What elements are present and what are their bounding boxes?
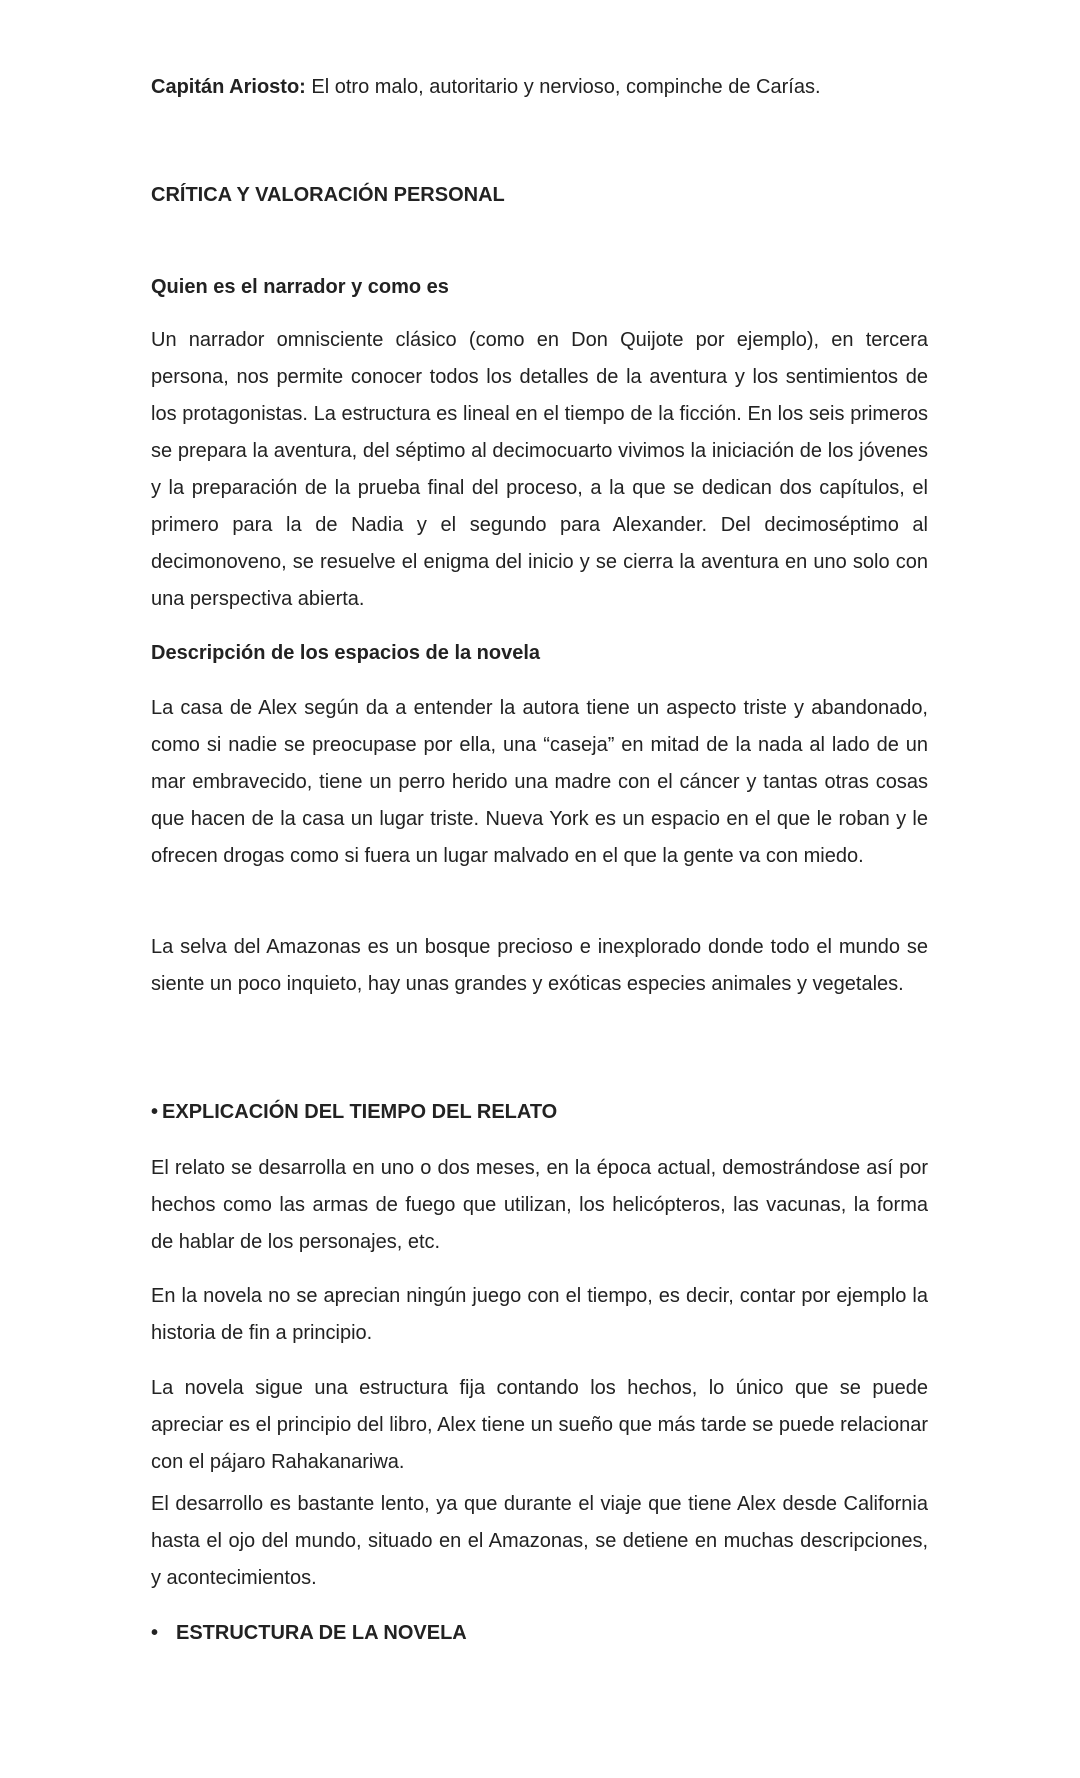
bullet-icon: • bbox=[151, 1622, 159, 1644]
character-description-ariosto bbox=[151, 69, 928, 106]
subheading-narrador: Quien es el narrador y como es bbox=[151, 276, 449, 298]
section-heading-critica: CRÍTICA Y VALORACIÓN PERSONAL bbox=[151, 184, 505, 206]
section-heading-estructura bbox=[151, 1615, 928, 1652]
section-heading-estructura-label: ESTRUCTURA DE LA NOVELA bbox=[176, 1622, 467, 1644]
paragraph-tiempo-3: La novela sigue una estructura fija contando los hechos, lo único que se puede apreciar es el principio del libro, Alex tiene un sueño que más tarde se puede relacionar con el pájaro Rahakanariwa. bbox=[151, 1377, 928, 1473]
paragraph-tiempo-1: El relato se desarrolla en uno o dos meses, en la época actual, demostrándose así por hechos como las armas de fuego que utilizan, los helicópteros, las vacunas, la forma de hablar de los personajes, etc. bbox=[151, 1157, 928, 1253]
section-heading-tiempo bbox=[151, 1094, 928, 1131]
subheading-espacios: Descripción de los espacios de la novela bbox=[151, 642, 541, 664]
character-name: Capitán Ariosto: bbox=[151, 76, 306, 98]
paragraph-tiempo-4: El desarrollo es bastante lento, ya que durante el viaje que tiene Alex desde California hasta el ojo del mundo, situado en el Amazonas, se detiene en muchas descripciones, y acontecimientos. bbox=[151, 1493, 928, 1589]
paragraph-tiempo-2: En la novela no se aprecian ningún juego con el tiempo, es decir, contar por ejemplo la historia de fin a principio. bbox=[151, 1285, 928, 1344]
paragraph-espacios-selva: La selva del Amazonas es un bosque precioso e inexplorado donde todo el mundo se siente un poco inquieto, hay unas grandes y exóticas especies animales y vegetales. bbox=[151, 936, 928, 995]
character-text: El otro malo, autoritario y nervioso, compinche de Carías. bbox=[305, 76, 821, 98]
paragraph-espacios-casa: La casa de Alex según da a entender la autora tiene un aspecto triste y abandonado, como si nadie se preocupase por ella, una “caseja” en mitad de la nada al lado de un mar embravecido, tiene un perro herido una madre con el cáncer y tantas otras cosas que hacen de la casa un lugar triste. Nueva York es un espacio en el que le roban y le ofrecen drogas como si fuera un lugar malvado en el que la gente va con miedo. bbox=[151, 697, 928, 867]
section-heading-tiempo-label: EXPLICACIÓN DEL TIEMPO DEL RELATO bbox=[162, 1101, 558, 1123]
paragraph-narrador: Un narrador omnisciente clásico (como en Don Quijote por ejemplo), en tercera persona, nos permite conocer todos los detalles de la aventura y los sentimientos de los protagonistas. La estructura es lineal en el tiempo de la ficción. En los seis primeros se prepara la aventura, del séptimo al decimocuarto vivimos la iniciación de los jóvenes y la preparación de la prueba final del proceso, a la que se dedican dos capítulos, el primero para la de Nadia y el segundo para Alexander. Del decimoséptimo al decimonoveno, se resuelve el enigma del inicio y se cierra la aventura en uno solo con una perspectiva abierta. bbox=[151, 329, 928, 610]
bullet-icon: • bbox=[151, 1101, 159, 1123]
